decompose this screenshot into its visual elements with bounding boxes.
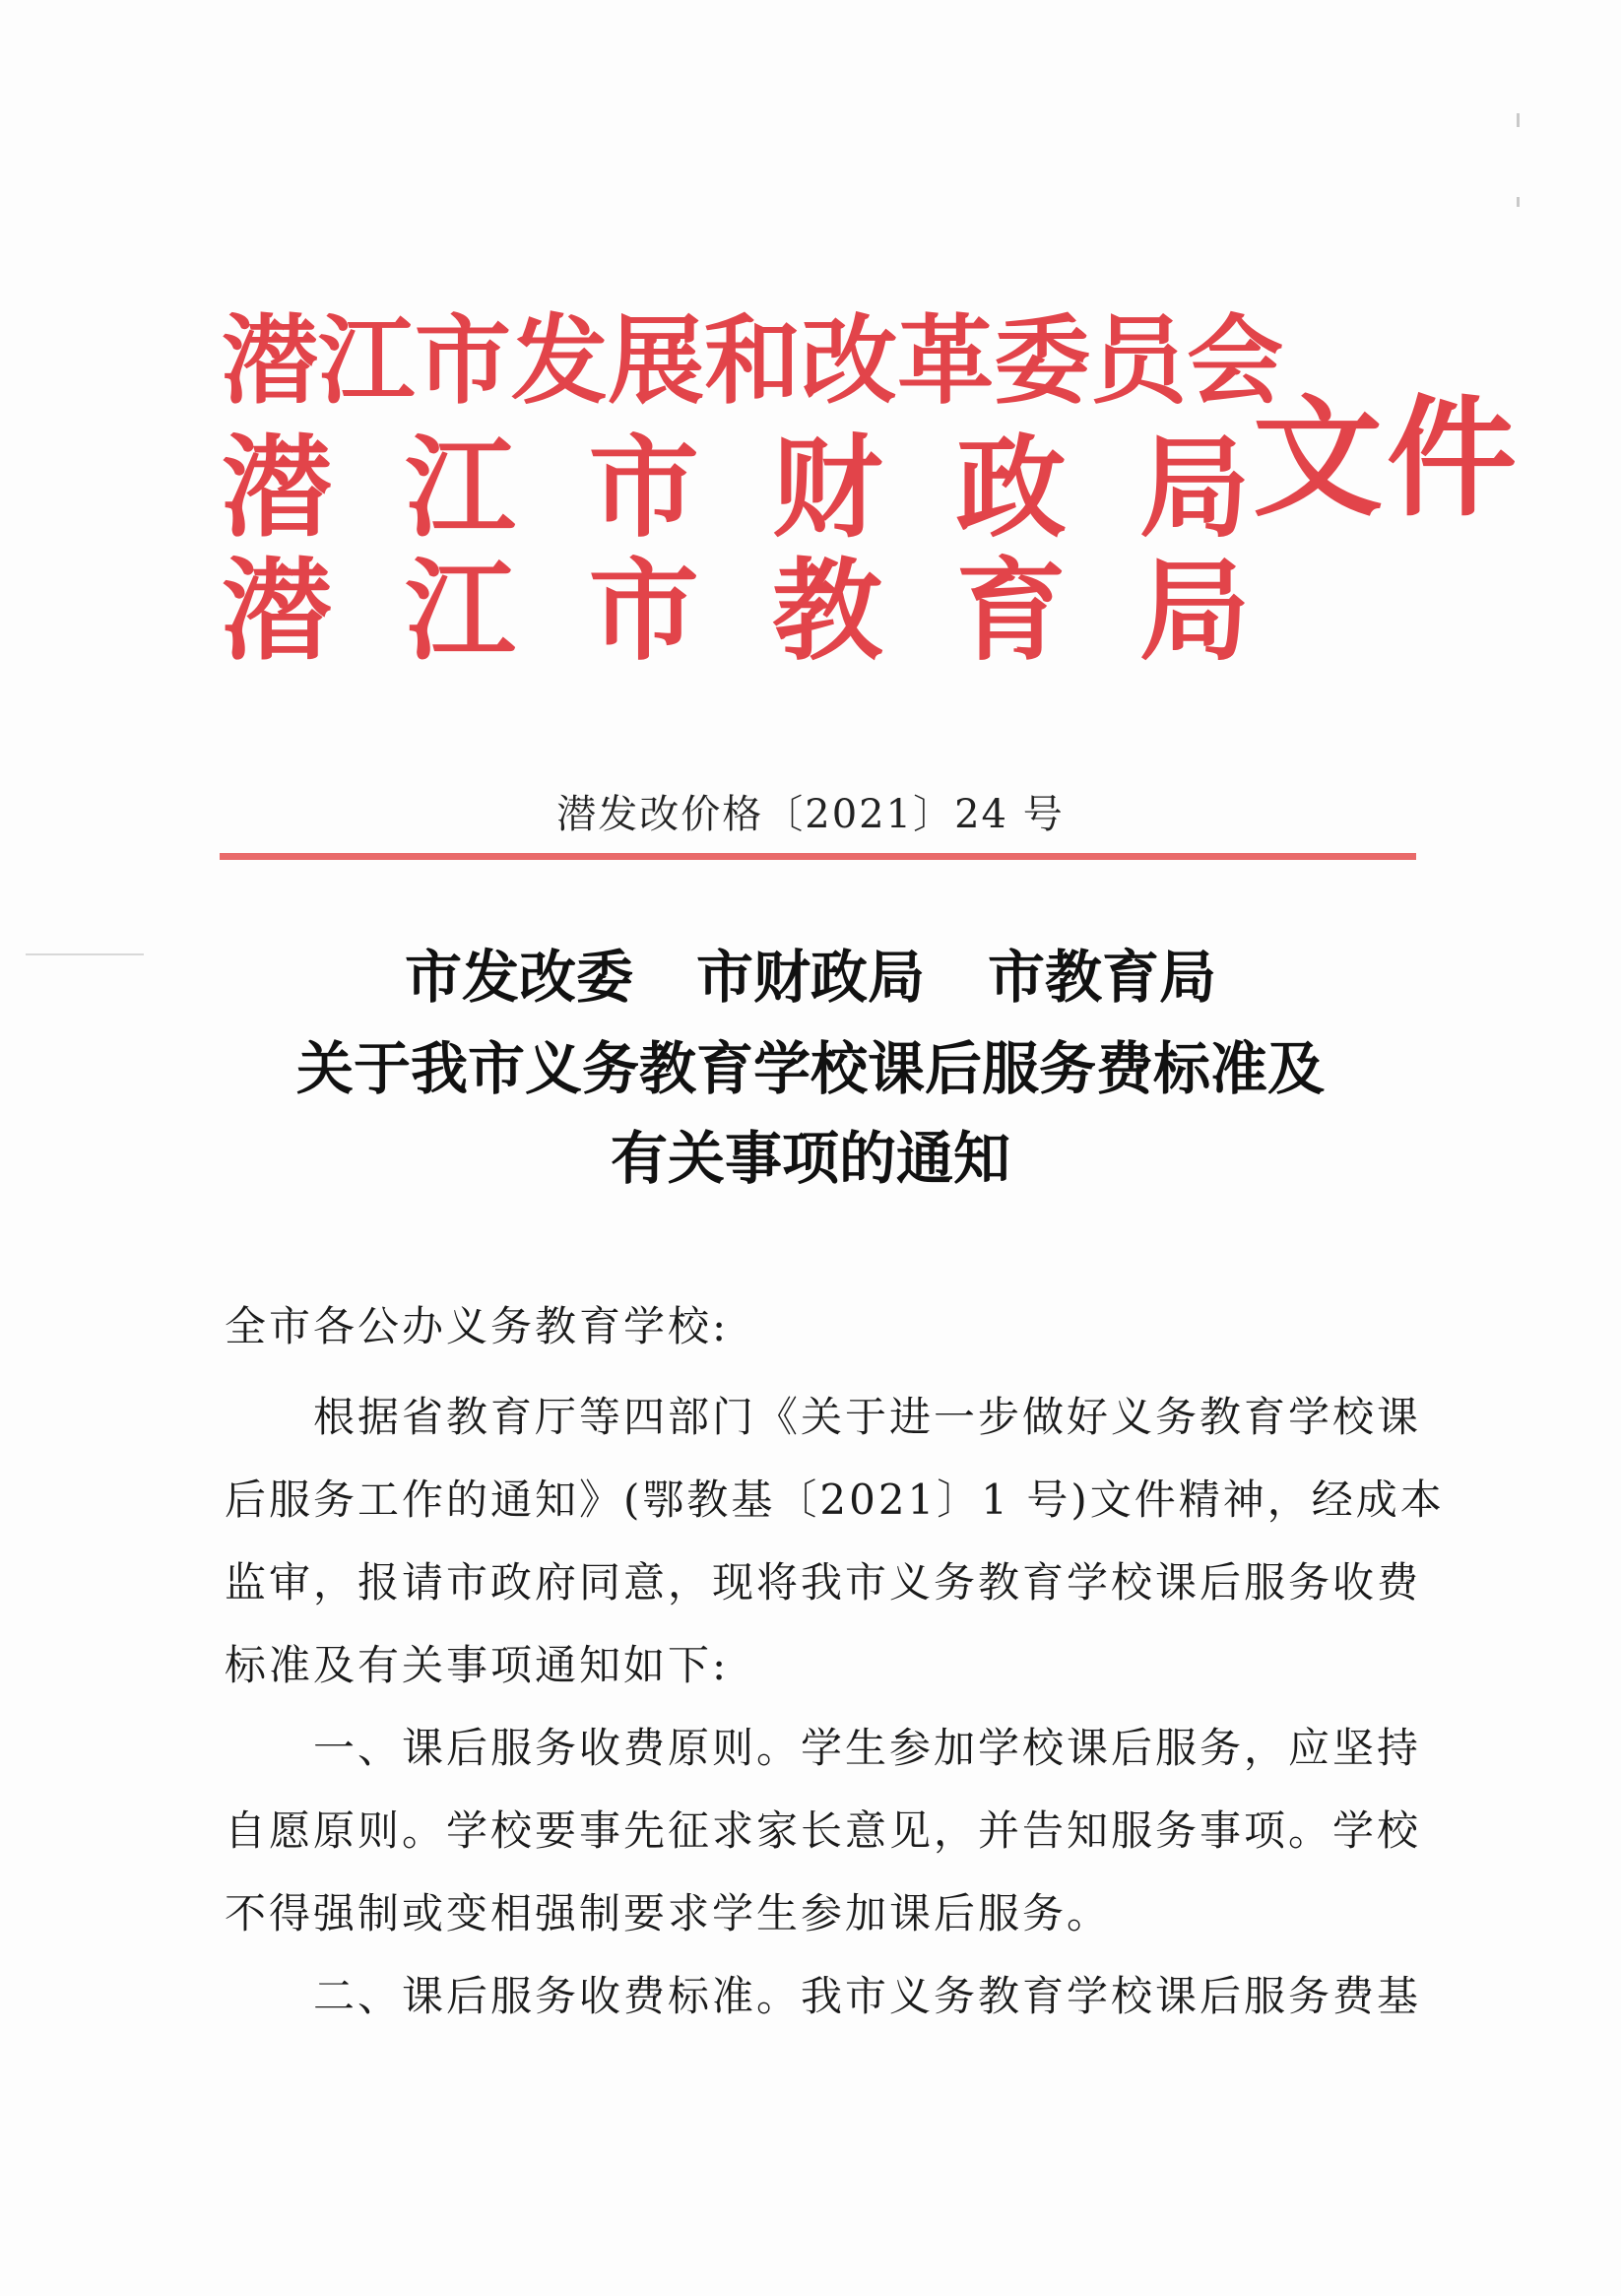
salutation: 全市各公办义务教育学校: <box>225 1302 730 1350</box>
issuer-char: 育 <box>955 547 1067 676</box>
issuer-char: 局 <box>1138 547 1250 676</box>
issuer-char: 委 <box>994 304 1091 418</box>
body-line: 根据省教育厅等四部门《关于进一步做好义务教育学校课 <box>225 1393 1422 1441</box>
title-issuer: 市财政局 <box>695 944 925 1011</box>
issuer-char: 市 <box>415 304 512 418</box>
issuer-char: 局 <box>1138 424 1250 553</box>
issuer-char: 市 <box>588 547 699 676</box>
scan-mark <box>26 953 144 955</box>
body-line: 监审，报请市政府同意，现将我市义务教育学校课后服务收费 <box>225 1558 1422 1607</box>
document-suffix: 文件 <box>1253 382 1521 535</box>
issuer-char: 潜 <box>222 304 319 418</box>
body-line: 不得强制或变相强制要求学生参加课后服务。 <box>225 1889 1112 1937</box>
issuer-char: 改 <box>801 304 898 418</box>
title-issuers <box>0 944 1621 1011</box>
scan-mark <box>1517 197 1520 207</box>
issuer-char: 潜 <box>222 547 332 676</box>
issuer-row-finance-bureau <box>222 424 1250 561</box>
issuer-char: 革 <box>897 304 995 418</box>
issuer-row-development-reform <box>222 304 1284 431</box>
issuer-char: 江 <box>318 304 416 418</box>
document-number: 潜发改价格〔2021〕24 号 <box>556 792 1065 837</box>
issuer-char: 教 <box>772 547 883 676</box>
scan-mark <box>1517 113 1520 127</box>
issuer-char: 江 <box>405 547 516 676</box>
body-line: 自愿原则。学校要事先征求家长意见，并告知服务事项。学校 <box>225 1806 1422 1855</box>
issuer-row-education-bureau <box>222 547 1250 685</box>
issuer-char: 江 <box>405 424 516 553</box>
issuer-char: 展 <box>608 304 705 418</box>
issuer-char: 会 <box>1187 304 1284 418</box>
issuer-char: 财 <box>772 424 883 553</box>
issuer-char: 市 <box>588 424 699 553</box>
body-line: 一、课后服务收费原则。学生参加学校课后服务，应坚持 <box>225 1724 1422 1772</box>
issuer-char: 潜 <box>222 424 332 553</box>
issuer-char: 发 <box>511 304 609 418</box>
body-line: 二、课后服务收费标准。我市义务教育学校课后服务费基 <box>225 1972 1422 2020</box>
issuer-char: 政 <box>955 424 1067 553</box>
title-issuer: 市教育局 <box>988 944 1217 1011</box>
body-line: 后服务工作的通知》(鄂教基〔2021〕1 号)文件精神，经成本 <box>225 1476 1445 1524</box>
title-line-3: 有关事项的通知 <box>610 1125 1010 1192</box>
title-line-2: 关于我市义务教育学校课后服务费标准及 <box>295 1035 1325 1102</box>
issuer-char: 员 <box>1090 304 1188 418</box>
red-divider <box>220 853 1416 860</box>
body-line: 标准及有关事项通知如下: <box>225 1641 730 1689</box>
title-issuer: 市发改委 <box>404 944 633 1011</box>
issuer-char: 和 <box>704 304 802 418</box>
